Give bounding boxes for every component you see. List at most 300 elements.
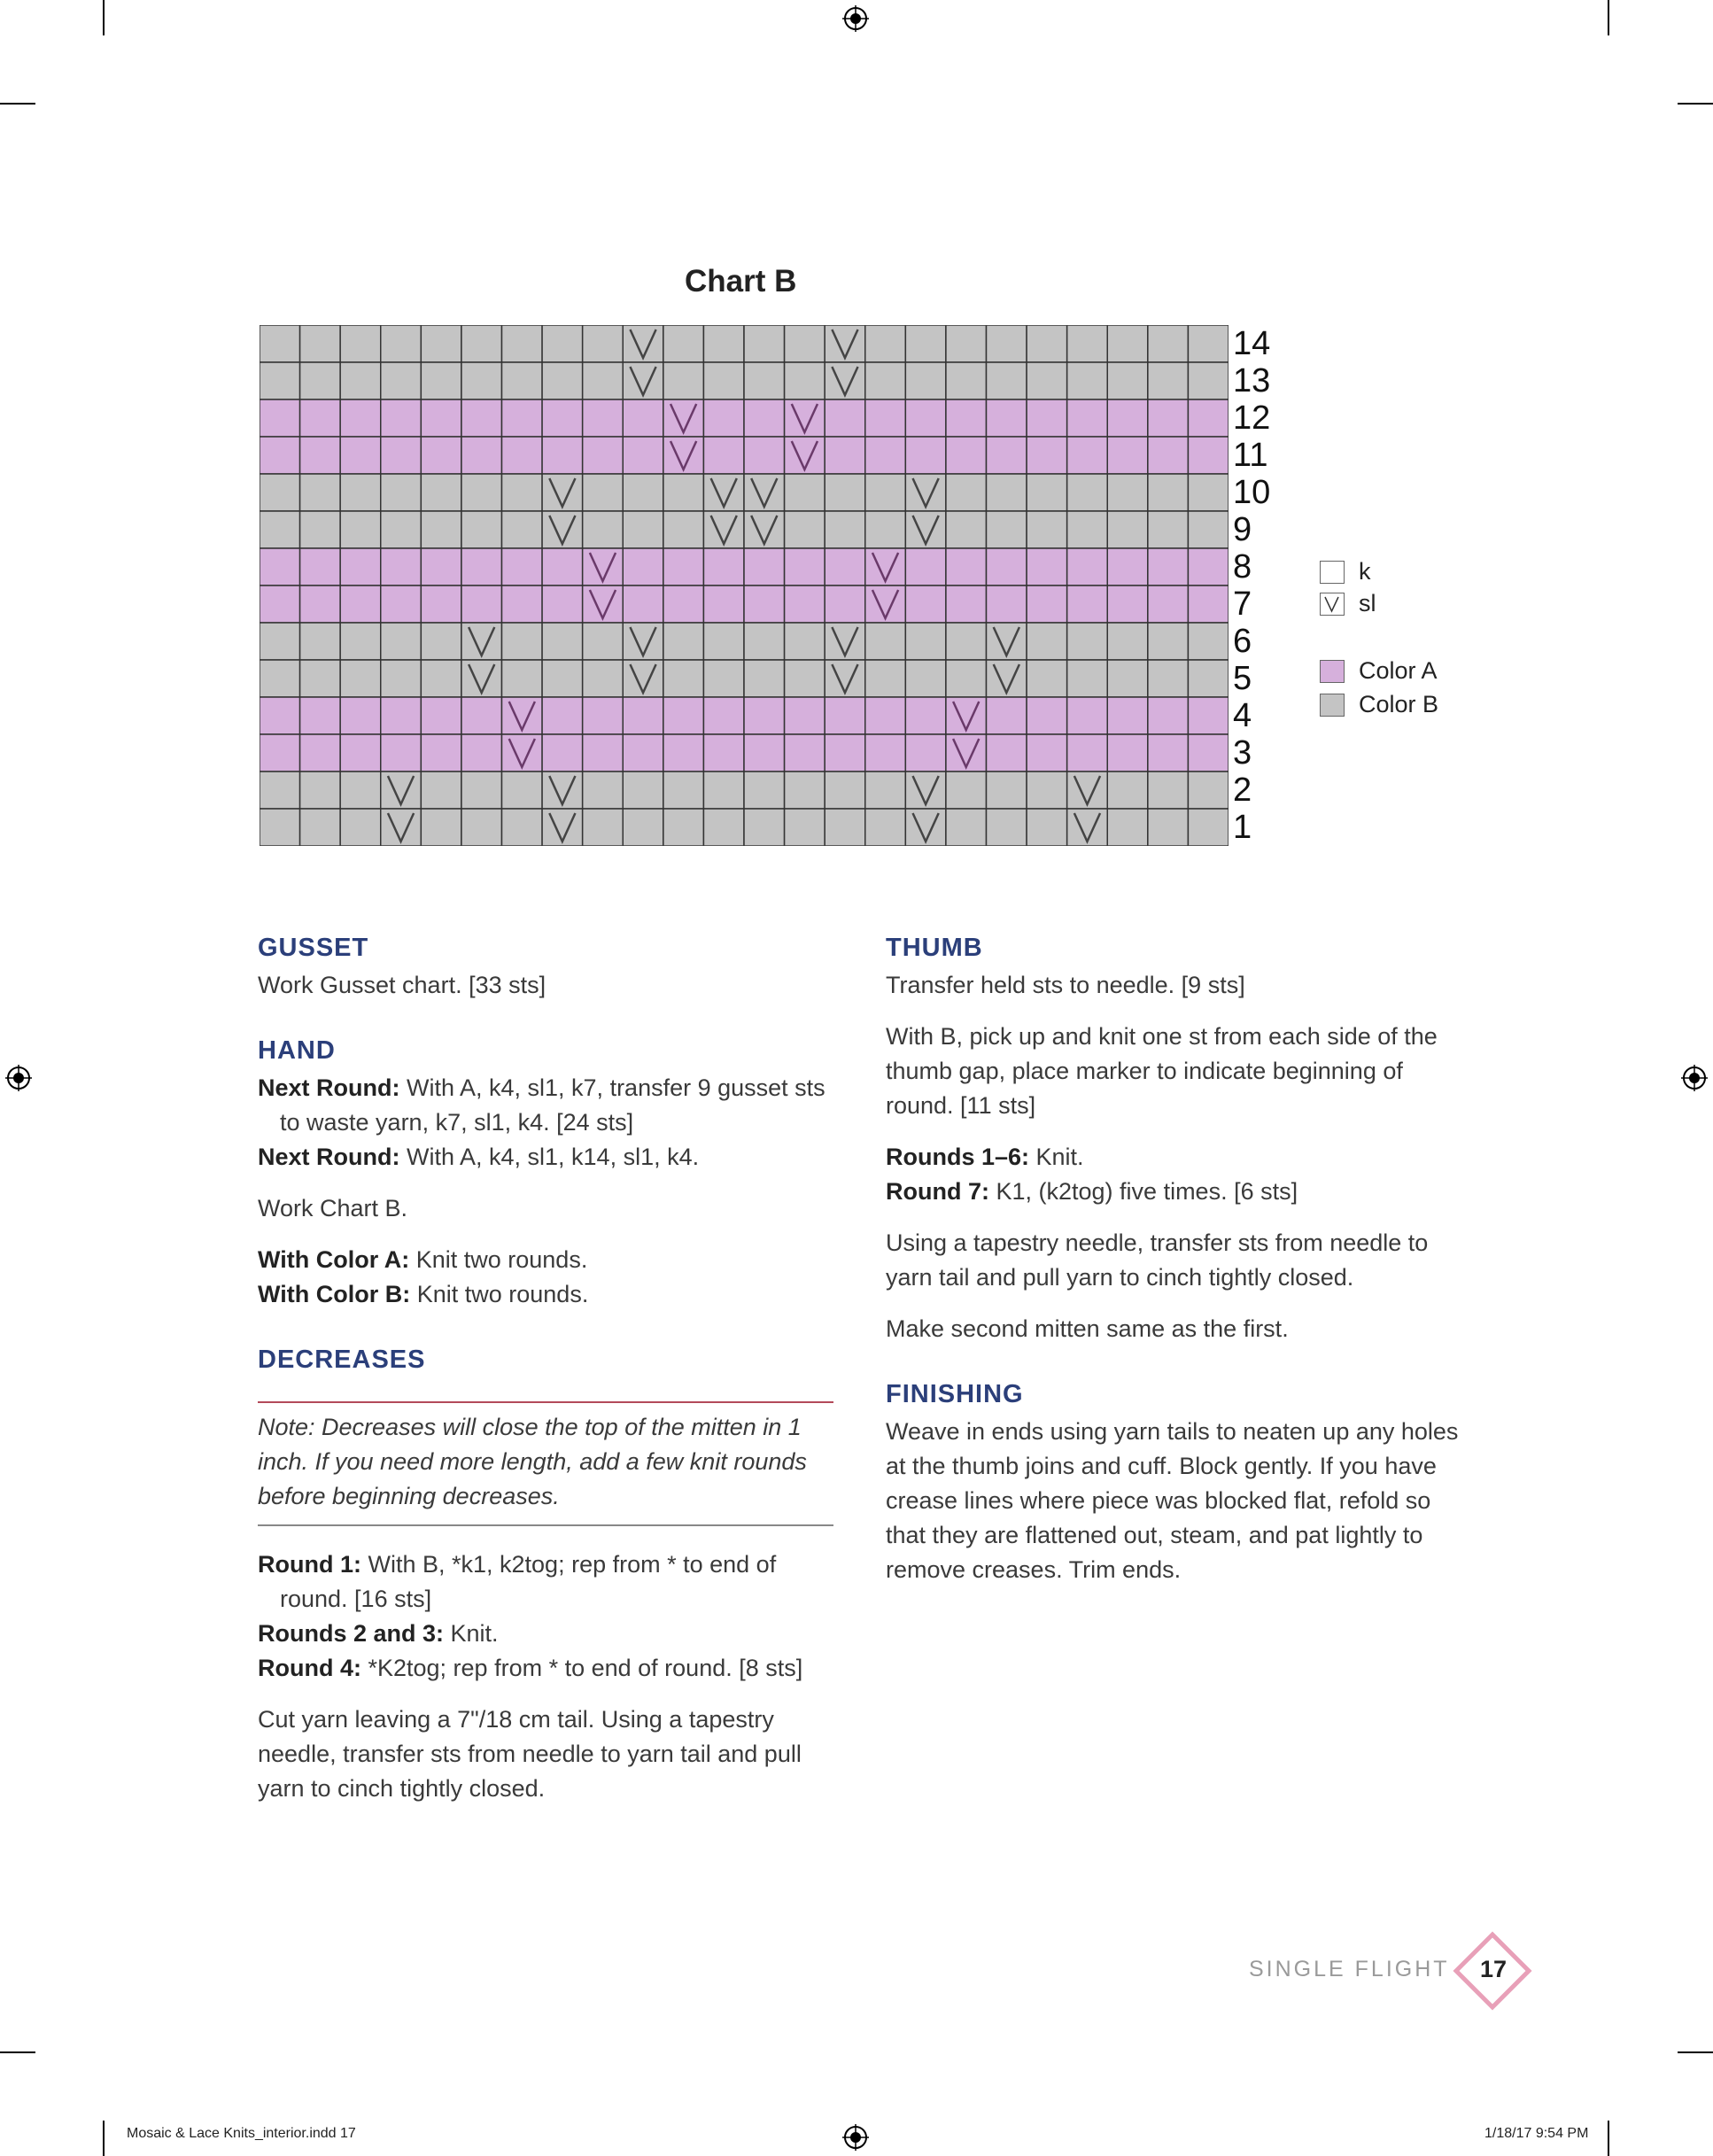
chart-cell (865, 660, 906, 697)
chart-cell (825, 586, 865, 623)
chart-cell (663, 623, 704, 660)
chart-cell (865, 362, 906, 399)
legend-item-color-b (1320, 691, 1438, 718)
chart-cell (905, 660, 946, 697)
chart-cell (461, 809, 502, 846)
crop-mark (1608, 2121, 1609, 2156)
chart-cell (1067, 697, 1108, 734)
chart-cell (502, 474, 543, 511)
chart-cell (340, 734, 381, 772)
chart-cell (421, 586, 461, 623)
chart-cell (785, 586, 825, 623)
chart-cell (825, 399, 865, 437)
chart-cell (461, 474, 502, 511)
chart-cell (300, 623, 341, 660)
chart-cell (1188, 734, 1229, 772)
chart-cell (865, 437, 906, 474)
chart-cell (300, 325, 341, 362)
chart-cell (1148, 437, 1189, 474)
chart-cell (785, 809, 825, 846)
legend-label-sl: sl (1359, 590, 1376, 617)
chart-cell (744, 734, 785, 772)
left-column (258, 934, 833, 1806)
chart-cell (1027, 474, 1067, 511)
chart-cell (785, 660, 825, 697)
chart-cell (300, 399, 341, 437)
decrease-rounds-2-3-text: Knit. (444, 1620, 499, 1647)
chart-cell (381, 734, 422, 772)
chart-cell (260, 362, 300, 399)
crop-mark (0, 2051, 35, 2053)
chart-cell (461, 586, 502, 623)
legend-label-color-b: Color B (1359, 691, 1439, 717)
chart-cell (623, 437, 663, 474)
knitting-chart (260, 325, 1229, 846)
thumb-rounds-1-6-label: Rounds 1–6: (886, 1144, 1030, 1170)
crop-mark (1678, 2051, 1713, 2053)
chart-cell (744, 772, 785, 809)
chart-cell (703, 734, 744, 772)
chart-cell (1107, 548, 1148, 586)
chart-cell (663, 325, 704, 362)
chart-cell (987, 362, 1027, 399)
registration-mark-icon (5, 1065, 32, 1091)
decreases-note: Note: Decreases will close the top of the mitten in 1 inch. If you need more length, add a few knit rounds before beginning decreases. (258, 1414, 807, 1509)
chart-cell (744, 399, 785, 437)
chart-cell (1027, 362, 1067, 399)
chart-cell (502, 586, 543, 623)
chart-cell (987, 474, 1027, 511)
chart-cell (1107, 586, 1148, 623)
chart-cell (340, 772, 381, 809)
registration-mark-icon (842, 2124, 869, 2151)
chart-cell (1107, 325, 1148, 362)
chart-cell (1107, 809, 1148, 846)
chart-cell (623, 399, 663, 437)
chart-cell (461, 548, 502, 586)
chart-cell (905, 697, 946, 734)
chart-cell (946, 511, 987, 548)
hand-round-2-text: With A, k4, sl1, k14, sl1, k4. (399, 1144, 700, 1170)
chart-cell (421, 734, 461, 772)
chart-cell (1148, 623, 1189, 660)
hand-round-1 (258, 1071, 833, 1140)
decrease-round-1 (258, 1547, 833, 1617)
chart-cell (583, 660, 624, 697)
chart-cell (744, 548, 785, 586)
chart-cell (865, 325, 906, 362)
hand-color-b-label: With Color B: (258, 1281, 411, 1307)
chart-cell (623, 511, 663, 548)
chart-cell (946, 586, 987, 623)
chart-cell (1148, 511, 1189, 548)
chart-cell (1067, 362, 1108, 399)
chart-cell (1067, 623, 1108, 660)
chart-cell (1067, 474, 1108, 511)
chart-cell (946, 623, 987, 660)
chart-cell (865, 809, 906, 846)
chart-cell (703, 548, 744, 586)
chart-cell (300, 548, 341, 586)
chart-cell (946, 437, 987, 474)
chart-cell (663, 697, 704, 734)
chart-cell (421, 697, 461, 734)
chart-cell (987, 511, 1027, 548)
chart-cell (865, 623, 906, 660)
thumb-round-7-text: K1, (k2tog) five times. [6 sts] (988, 1178, 1298, 1205)
hand-color-a (258, 1243, 833, 1277)
row-label: 12 (1233, 399, 1271, 437)
chart-cell (461, 697, 502, 734)
chart-cell (300, 697, 341, 734)
crop-mark (1608, 0, 1609, 35)
chart-cell (300, 772, 341, 809)
chart-cell (1027, 809, 1067, 846)
chart-cell (1027, 325, 1067, 362)
chart-cell (1188, 809, 1229, 846)
chart-cell (1107, 511, 1148, 548)
chart-cell (300, 809, 341, 846)
chart-cell (785, 474, 825, 511)
chart-cell (946, 399, 987, 437)
chart-cell (300, 511, 341, 548)
chart-cell (623, 772, 663, 809)
chart-cell (663, 474, 704, 511)
chart-cell (1148, 772, 1189, 809)
row-label: 7 (1233, 586, 1252, 623)
chart-cell (542, 437, 583, 474)
chart-cell (381, 623, 422, 660)
chart-cell (703, 362, 744, 399)
chart-cell (987, 548, 1027, 586)
chart-cell (583, 697, 624, 734)
chart-cell (623, 548, 663, 586)
chart-cell (663, 734, 704, 772)
chart-cell (502, 809, 543, 846)
row-label: 9 (1233, 511, 1252, 548)
chart-cell (1148, 697, 1189, 734)
chart-cell (865, 772, 906, 809)
chart-cell (502, 325, 543, 362)
chart-cell (1188, 362, 1229, 399)
chart-cell (542, 362, 583, 399)
chart-cell (502, 437, 543, 474)
chart-cell (785, 772, 825, 809)
chart-cell (260, 548, 300, 586)
chart-cell (865, 474, 906, 511)
chart-cell (583, 809, 624, 846)
chart-cell (1148, 474, 1189, 511)
chart-cell (1027, 623, 1067, 660)
chart-cell (340, 548, 381, 586)
chart-cell (300, 734, 341, 772)
chart-cell (502, 548, 543, 586)
chart-cell (623, 697, 663, 734)
chart-cell (785, 362, 825, 399)
chart-cell (300, 362, 341, 399)
chart-cell (502, 399, 543, 437)
thumb-rounds-1-6-text: Knit. (1029, 1144, 1084, 1170)
crop-mark (103, 2121, 105, 2156)
chart-cell (461, 437, 502, 474)
chart-cell (785, 697, 825, 734)
chart-cell (421, 623, 461, 660)
chart-cell (744, 586, 785, 623)
chart-cell (381, 474, 422, 511)
chart-cell (1148, 399, 1189, 437)
row-label: 6 (1233, 623, 1252, 660)
chart-cell (1188, 772, 1229, 809)
chart-cell (1107, 362, 1148, 399)
chart-cell (1027, 399, 1067, 437)
chart-cell (461, 734, 502, 772)
slip-symbol-icon (1320, 593, 1345, 616)
chart-cell (703, 809, 744, 846)
chart-cell (1148, 734, 1189, 772)
chart-cell (1067, 511, 1108, 548)
page-number: 17 (1479, 1956, 1508, 1982)
hand-work-chart: Work Chart B. (258, 1195, 408, 1221)
chart-cell (260, 399, 300, 437)
chart-cell (1067, 548, 1108, 586)
slug-filename: Mosaic & Lace Knits_interior.indd 17 (127, 2126, 356, 2141)
chart-cell (461, 772, 502, 809)
legend-item-color-a (1320, 657, 1438, 685)
chart-cell (946, 809, 987, 846)
chart-cell (1067, 437, 1108, 474)
chart-cell (421, 325, 461, 362)
decreases-heading: DECREASES (258, 1346, 426, 1374)
chart-cell (1148, 809, 1189, 846)
chart-cell (542, 734, 583, 772)
chart-cell (1107, 734, 1148, 772)
chart-cell (744, 437, 785, 474)
chart-cell (502, 623, 543, 660)
chart-cell (663, 660, 704, 697)
chart-cell (987, 772, 1027, 809)
legend-item-sl (1320, 590, 1376, 617)
chart-cell (502, 511, 543, 548)
chart-cell (340, 474, 381, 511)
decrease-rounds-2-3 (258, 1617, 833, 1651)
chart-cell (300, 660, 341, 697)
chart-cell (905, 734, 946, 772)
chart-cell (905, 362, 946, 399)
chart-cell (1067, 586, 1108, 623)
chart-cell (825, 809, 865, 846)
chart-cell (663, 362, 704, 399)
chart-cell (905, 437, 946, 474)
chart-cell (421, 399, 461, 437)
chart-cell (461, 399, 502, 437)
hand-color-b (258, 1277, 833, 1312)
chart-cell (1188, 586, 1229, 623)
chart-cell (1067, 734, 1108, 772)
registration-mark-icon (842, 5, 869, 32)
chart-cell (340, 697, 381, 734)
chart-cell (1148, 362, 1189, 399)
chart-cell (1188, 511, 1229, 548)
chart-cell (542, 660, 583, 697)
chart-cell (703, 437, 744, 474)
chart-cell (744, 325, 785, 362)
chart-cell (340, 362, 381, 399)
chart-cell (1027, 437, 1067, 474)
chart-cell (340, 325, 381, 362)
chart-cell (946, 362, 987, 399)
chart-cell (663, 772, 704, 809)
hand-color-b-text: Knit two rounds. (410, 1281, 589, 1307)
decrease-round-1-label: Round 1: (258, 1551, 361, 1578)
thumb-rounds-1-6 (886, 1140, 1461, 1175)
chart-cell (825, 437, 865, 474)
chart-cell (825, 734, 865, 772)
chart-cell (502, 362, 543, 399)
chart-cell (785, 548, 825, 586)
chart-cell (381, 586, 422, 623)
slug-timestamp: 1/18/17 9:54 PM (1484, 2126, 1589, 2141)
chart-cell (1107, 474, 1148, 511)
chart-cell (300, 586, 341, 623)
chart-cell (260, 437, 300, 474)
row-label: 13 (1233, 362, 1271, 399)
chart-cell (825, 772, 865, 809)
gusset-heading: GUSSET (258, 934, 369, 962)
row-label: 8 (1233, 548, 1252, 586)
chart-cell (1067, 325, 1108, 362)
chart-cell (1188, 623, 1229, 660)
chart-cell (987, 734, 1027, 772)
chart-cell (987, 437, 1027, 474)
chart-cell (623, 474, 663, 511)
chart-cell (1148, 325, 1189, 362)
chart-cell (703, 772, 744, 809)
chart-cell (461, 511, 502, 548)
right-column (886, 934, 1461, 1587)
chart-cell (1188, 660, 1229, 697)
row-label: 1 (1233, 809, 1252, 846)
chart-cell (583, 734, 624, 772)
chart-cell (1107, 772, 1148, 809)
registration-mark-icon (1681, 1065, 1708, 1091)
chart-cell (381, 362, 422, 399)
chart-cell (987, 325, 1027, 362)
chart-cell (865, 734, 906, 772)
chart-cell (946, 474, 987, 511)
chart-cell (703, 697, 744, 734)
thumb-heading: THUMB (886, 934, 983, 962)
hand-round-2-label: Next Round: (258, 1144, 400, 1170)
chart-cell (865, 511, 906, 548)
chart-cell (987, 586, 1027, 623)
chart-cell (260, 660, 300, 697)
chart-cell (1027, 697, 1067, 734)
chart-cell (703, 399, 744, 437)
row-label: 14 (1233, 325, 1271, 362)
chart-cell (1027, 660, 1067, 697)
chart-cell (1188, 697, 1229, 734)
chart-cell (865, 399, 906, 437)
chart-cell (542, 548, 583, 586)
hand-heading: HAND (258, 1036, 336, 1065)
finishing-text: Weave in ends using yarn tails to neaten up any holes at the thumb joins and cuff. Block gently. If you have crease lines where piece was blocked flat, refold so that they are flattened out, steam, and pat lightly to remove creases. Trim ends. (886, 1418, 1459, 1583)
chart-cell (905, 586, 946, 623)
hand-round-1-text: With A, k4, sl1, k7, transfer 9 gusset sts to waste yarn, k7, sl1, k4. [24 sts] (280, 1074, 825, 1136)
crop-mark (0, 103, 35, 105)
chart-cell (744, 362, 785, 399)
hand-round-1-label: Next Round: (258, 1074, 400, 1101)
finishing-heading: FINISHING (886, 1380, 1024, 1408)
chart-cell (744, 809, 785, 846)
chart-cell (785, 623, 825, 660)
chart-cell (421, 660, 461, 697)
decrease-rounds-2-3-label: Rounds 2 and 3: (258, 1620, 445, 1647)
chart-cell (825, 548, 865, 586)
thumb-round-7 (886, 1175, 1461, 1209)
section-name: SINGLE FLIGHT (1249, 1957, 1450, 1982)
chart-cell (381, 399, 422, 437)
chart-cell (703, 623, 744, 660)
chart-cell (542, 586, 583, 623)
row-label: 2 (1233, 772, 1252, 809)
legend-label-color-a: Color A (1359, 657, 1438, 684)
chart-cell (421, 474, 461, 511)
decrease-round-4-text: *K2tog; rep from * to end of round. [8 sts] (360, 1655, 803, 1681)
chart-cell (340, 511, 381, 548)
chart-cell (340, 437, 381, 474)
chart-cell (340, 660, 381, 697)
chart-cell (1188, 474, 1229, 511)
chart-cell (663, 548, 704, 586)
chart-cell (623, 586, 663, 623)
chart-cell (865, 697, 906, 734)
thumb-p3: Using a tapestry needle, transfer sts from needle to yarn tail and pull yarn to cinch tightly closed. (886, 1229, 1429, 1291)
chart-cell (703, 325, 744, 362)
chart-cell (381, 511, 422, 548)
chart-cell (381, 437, 422, 474)
hand-round-2 (258, 1140, 833, 1175)
chart-cell (502, 660, 543, 697)
chart-cell (421, 437, 461, 474)
chart-cell (300, 474, 341, 511)
decrease-round-4 (258, 1651, 833, 1686)
chart-cell (663, 511, 704, 548)
chart-cell (905, 399, 946, 437)
chart-cell (825, 697, 865, 734)
chart-cell (623, 734, 663, 772)
chart-cell (583, 474, 624, 511)
row-label: 4 (1233, 697, 1252, 734)
chart-cell (744, 660, 785, 697)
chart-cell (421, 548, 461, 586)
chart-cell (905, 623, 946, 660)
crop-mark (1678, 103, 1713, 105)
chart-cell (260, 697, 300, 734)
chart-cell (260, 325, 300, 362)
chart-cell (583, 437, 624, 474)
chart-cell (987, 697, 1027, 734)
chart-cell (1027, 734, 1067, 772)
chart-cell (1148, 586, 1189, 623)
chart-cell (1027, 586, 1067, 623)
hand-color-a-text: Knit two rounds. (409, 1246, 588, 1273)
chart-cell (663, 586, 704, 623)
chart-cell (461, 325, 502, 362)
chart-cell (260, 586, 300, 623)
chart-cell (583, 399, 624, 437)
chart-cell (1107, 623, 1148, 660)
gusset-text: Work Gusset chart. [33 sts] (258, 972, 546, 998)
